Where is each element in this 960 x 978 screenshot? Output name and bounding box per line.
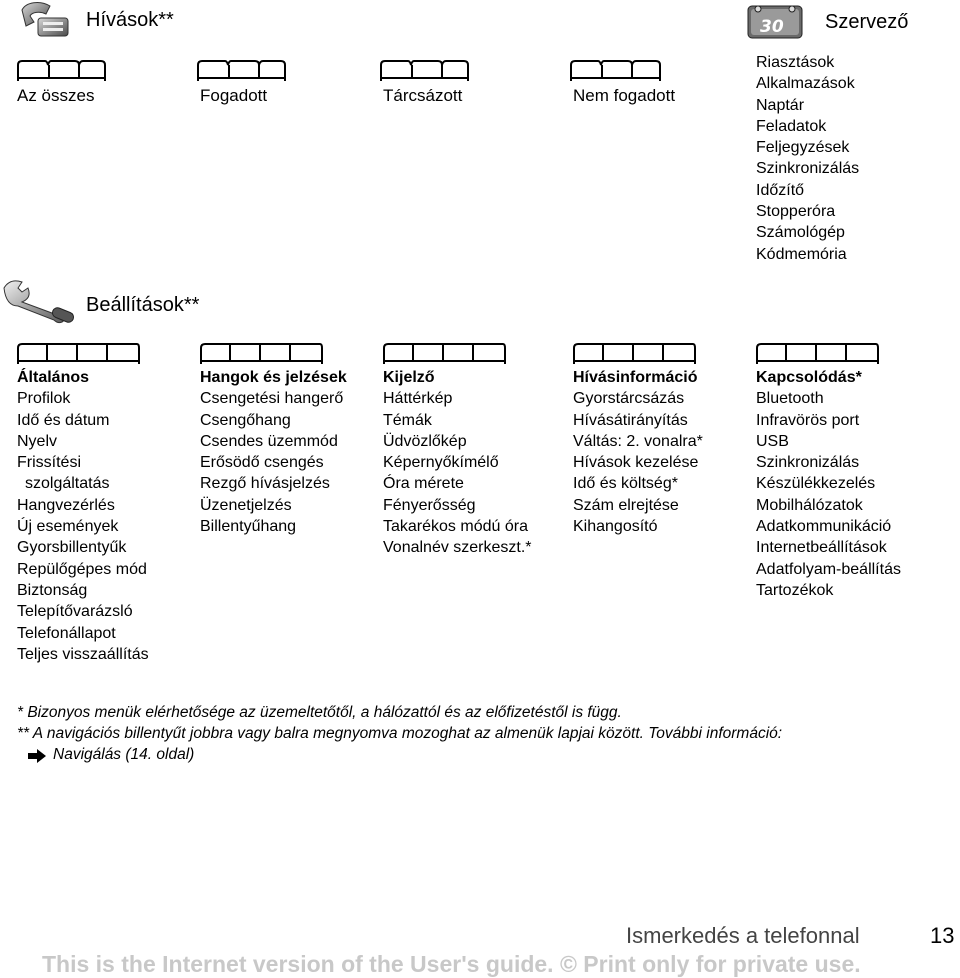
phone-handset-icon <box>16 0 76 42</box>
calls-title: Hívások** <box>86 9 174 31</box>
calls-tabbar-2 <box>197 57 287 83</box>
organizer-item-tasks[interactable]: Feladatok <box>756 117 827 135</box>
settings-tabbar-3 <box>383 340 507 366</box>
general-item-new-events[interactable]: Új események <box>17 518 119 536</box>
navigation-link[interactable]: Navigálás (14. oldal) <box>53 746 195 763</box>
footnote-navigation: ** A navigációs billentyűt jobbra vagy balra megnyomva mozoghat az almenük lapjai között. További információ: <box>17 725 783 742</box>
organizer-item-synchronisation[interactable]: Szinkronizálás <box>756 160 860 178</box>
organizer-item-notes[interactable]: Feljegyzések <box>756 139 850 157</box>
connectivity-item-usb[interactable]: USB <box>756 432 789 450</box>
footnotes <box>17 702 947 765</box>
calls-tabbar-3 <box>380 57 470 83</box>
connectivity-item-streaming-settings[interactable]: Adatfolyam-beállítás <box>756 560 901 578</box>
sounds-item-increasing-ring[interactable]: Erősödő csengés <box>200 454 324 472</box>
wrench-icon <box>0 276 80 324</box>
general-item-phone-status[interactable]: Telefonállapot <box>17 624 116 642</box>
svg-text:30: 30 <box>760 17 784 37</box>
settings-tabbar-4 <box>573 340 697 366</box>
general-item-update-service[interactable]: Frissítési <box>17 454 81 472</box>
general-item-voice-control[interactable]: Hangvezérlés <box>17 496 115 514</box>
display-item-wallpaper[interactable]: Háttérkép <box>383 390 453 408</box>
connectivity-item-bluetooth[interactable]: Bluetooth <box>756 390 824 408</box>
settings-col-connectivity <box>756 367 901 601</box>
general-item-time-date[interactable]: Idő és dátum <box>17 411 110 429</box>
tab-all-calls[interactable]: Az összes <box>17 86 95 105</box>
tab-answered-calls[interactable]: Fogadott <box>200 86 268 105</box>
settings-tabbar-5 <box>756 340 880 366</box>
display-item-screen-saver[interactable]: Képernyőkímélő <box>383 454 499 472</box>
display-item-themes[interactable]: Témák <box>383 411 432 429</box>
callinfo-item-hide-number[interactable]: Szám elrejtése <box>573 496 679 514</box>
organizer-icon <box>746 2 806 42</box>
organizer-item-applications[interactable]: Alkalmazások <box>756 75 855 93</box>
calls-tabbar-4 <box>570 57 664 83</box>
connectivity-item-data-comm[interactable]: Adatkommunikáció <box>756 518 892 536</box>
organizer-item-alarms[interactable]: Riasztások <box>756 54 835 71</box>
arrow-right-icon <box>27 748 47 762</box>
organizer-item-code-memo[interactable]: Kódmemória <box>756 245 847 263</box>
callinfo-item-divert-calls[interactable]: Hívásátirányítás <box>573 411 688 429</box>
sounds-item-message-alert[interactable]: Üzenetjelzés <box>200 496 292 514</box>
tab-dialled-calls[interactable]: Tárcsázott <box>383 86 463 105</box>
tab-call-info[interactable]: Hívásinformáció <box>573 369 698 386</box>
display-item-sleep-mode-clock[interactable]: Takarékos módú óra <box>383 518 528 536</box>
settings-col-display <box>383 367 532 559</box>
general-item-security[interactable]: Biztonság <box>17 581 88 599</box>
display-item-edit-line-names[interactable]: Vonalnév szerkeszt.* <box>383 539 532 557</box>
sounds-item-ring-volume[interactable]: Csengetési hangerő <box>200 390 344 408</box>
display-item-startup-screen[interactable]: Üdvözlőkép <box>383 432 467 450</box>
footnote-reference <box>17 744 947 765</box>
connectivity-item-mobile-networks[interactable]: Mobilhálózatok <box>756 496 863 514</box>
tab-missed-calls[interactable]: Nem fogadott <box>573 86 676 105</box>
connectivity-item-internet-settings[interactable]: Internetbeállítások <box>756 539 887 557</box>
organizer-item-timer[interactable]: Időzítő <box>756 181 805 199</box>
settings-tabbar-1 <box>17 340 141 366</box>
sounds-item-key-sound[interactable]: Billentyűhang <box>200 518 297 536</box>
callinfo-item-manage-calls[interactable]: Hívások kezelése <box>573 454 699 472</box>
display-item-brightness[interactable]: Fényerősség <box>383 496 476 514</box>
display-item-clock-size[interactable]: Óra mérete <box>383 475 464 493</box>
general-item-master-reset[interactable]: Teljes visszaállítás <box>17 645 149 663</box>
general-item-profiles[interactable]: Profilok <box>17 390 71 408</box>
tab-display[interactable]: Kijelző <box>383 369 435 386</box>
callinfo-item-switch-line-2[interactable]: Váltás: 2. vonalra* <box>573 432 703 450</box>
general-item-flight-mode[interactable]: Repülőgépes mód <box>17 560 147 578</box>
settings-col-sounds <box>200 367 347 537</box>
general-item-setup-wizard[interactable]: Telepítővarázsló <box>17 603 133 621</box>
tab-general[interactable]: Általános <box>17 369 90 386</box>
settings-title: Beállítások** <box>86 294 200 316</box>
tab-sounds-alerts[interactable]: Hangok és jelzések <box>200 369 347 386</box>
general-item-update-service-cont[interactable]: szolgáltatás <box>25 475 110 493</box>
settings-tabbar-2 <box>200 340 324 366</box>
general-item-language[interactable]: Nyelv <box>17 432 58 450</box>
sounds-item-vibrating-alert[interactable]: Rezgő hívásjelzés <box>200 475 330 493</box>
organizer-item-calendar[interactable]: Naptár <box>756 96 805 114</box>
sounds-item-silent-mode[interactable]: Csendes üzemmód <box>200 432 338 450</box>
watermark: This is the Internet version of the User's guide. © Print only for private use. <box>42 951 861 977</box>
callinfo-item-handsfree[interactable]: Kihangosító <box>573 518 658 536</box>
connectivity-item-device-management[interactable]: Készülékkezelés <box>756 475 876 493</box>
general-item-shortcuts[interactable]: Gyorsbillentyűk <box>17 539 127 557</box>
organizer-item-stopwatch[interactable]: Stopperóra <box>756 203 836 221</box>
footnote-availability: * Bizonyos menük elérhetősége az üzemeltetőtől, a hálózattól és az előfizetéstől is függ. <box>17 704 622 721</box>
tab-connectivity[interactable]: Kapcsolódás* <box>756 369 862 386</box>
connectivity-item-synchronisation[interactable]: Szinkronizálás <box>756 454 860 472</box>
organizer-item-calculator[interactable]: Számológép <box>756 224 845 242</box>
footer-section-title: Ismerkedés a telefonnal <box>626 923 860 948</box>
sounds-item-ringtone[interactable]: Csengőhang <box>200 411 291 429</box>
connectivity-item-infrared[interactable]: Infravörös port <box>756 411 860 429</box>
page-number: 13 <box>930 923 955 948</box>
settings-col-calls <box>573 367 703 537</box>
organizer-list <box>756 52 859 265</box>
connectivity-item-accessories[interactable]: Tartozékok <box>756 581 834 599</box>
settings-col-general <box>17 367 149 665</box>
organizer-title: Szervező <box>825 11 909 33</box>
callinfo-item-speed-dial[interactable]: Gyorstárcsázás <box>573 390 685 408</box>
calls-tabbar-1 <box>17 57 107 83</box>
callinfo-item-time-cost[interactable]: Idő és költség* <box>573 475 678 493</box>
